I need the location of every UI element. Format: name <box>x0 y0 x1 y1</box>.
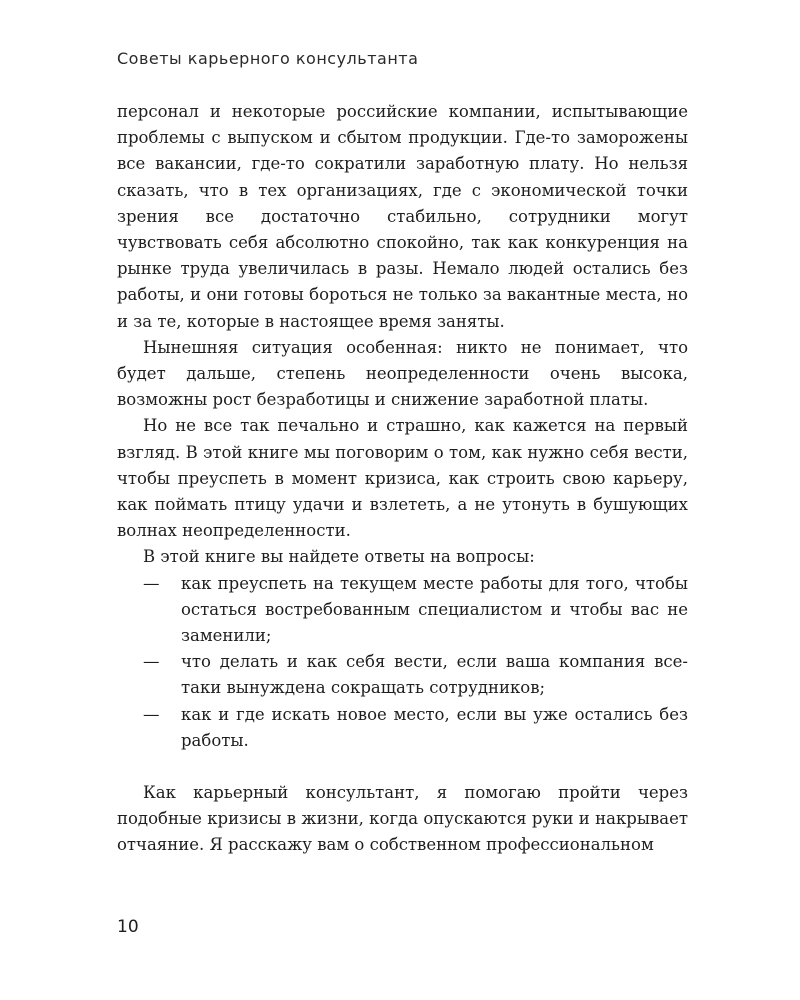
list-item <box>143 702 688 754</box>
list-item-text: что делать и как себя вести, если ваша компания все-таки вынуждена сокращать сотрудников; <box>181 652 688 698</box>
page-body <box>117 99 688 859</box>
paragraph-hope: Но не все так печально и страшно, как кажется на первый взгляд. В этой книге мы поговорим о том, как нужно себя вести, чтобы преуспеть в момент кризиса, как строить свою карьеру, как поймать птицу удачи и взлететь, а не утонуть в бушующих волнах неопределенности. <box>117 416 688 541</box>
section-break <box>117 754 688 780</box>
list-item <box>143 649 688 701</box>
paragraph-situation: Нынешняя ситуация особенная: никто не понимает, что будет дальше, степень неопределенности очень высока, возможны рост безработицы и снижение заработной платы. <box>117 337 688 410</box>
paragraph-consultant: Как карьерный консультант, я помогаю пройти через подобные кризисы в жизни, когда опускаются руки и накрывает отчаяние. Я расскажу вам о собственном профессиональном <box>117 783 688 855</box>
list-item <box>143 571 688 650</box>
question-list <box>117 571 688 754</box>
page-number: 10 <box>117 917 139 937</box>
list-item-text: как преуспеть на текущем месте работы для того, чтобы остаться востребованным специалистом и чтобы вас не заменили; <box>181 573 688 646</box>
paragraph-continuation: персонал и некоторые российские компании, испытывающие проблемы с выпуском и сбытом продукции. Где-то заморожены все вакансии, где-то сократили заработную плату. Но нельзя сказать, что в тех организациях, где с экономической точки зрения все достаточно стабильно, сотрудники могут чувствовать себя абсолютно спокойно, так как конкуренция на рынке труда увеличилась в разы. Немало людей остались без работы, и они готовы бороться не только за вакантные места, но и за те, которые в настоящее время заняты. <box>117 102 688 331</box>
running-head: Советы карьерного консультанта <box>117 49 419 68</box>
list-dash: — <box>143 652 160 672</box>
list-dash: — <box>143 704 160 724</box>
list-item-text: как и где искать новое место, если вы уже остались без работы. <box>181 704 688 750</box>
paragraph-list-intro: В этой книге вы найдете ответы на вопросы: <box>143 547 535 567</box>
list-dash: — <box>143 573 160 593</box>
